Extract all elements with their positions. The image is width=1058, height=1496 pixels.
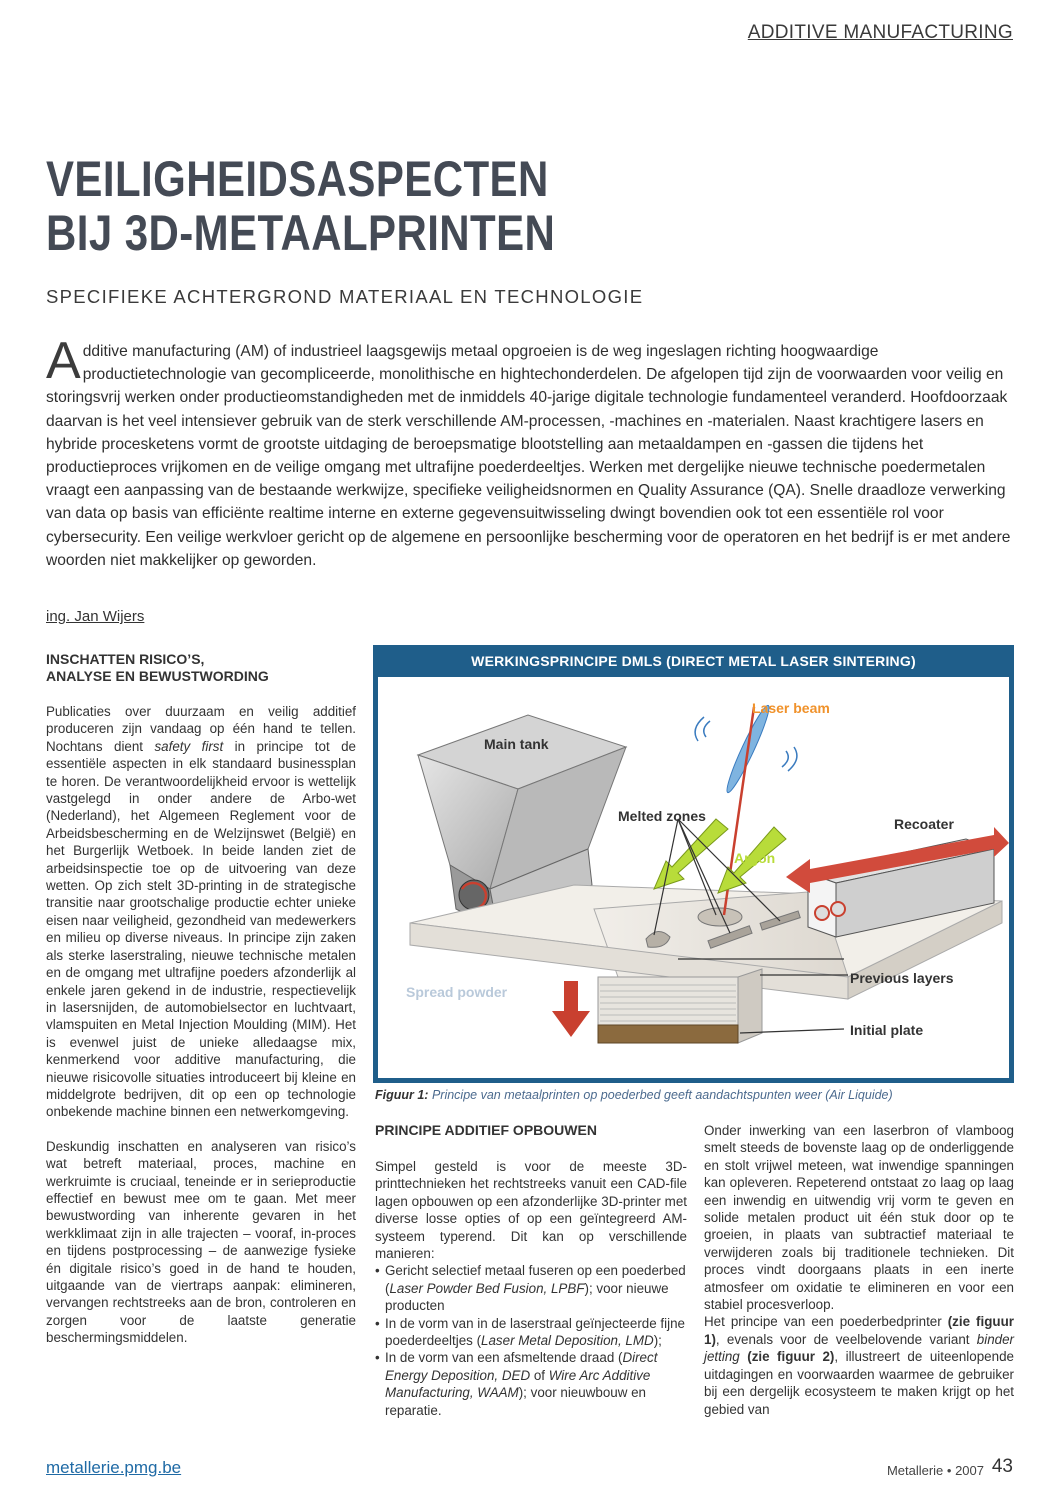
risks-paragraph-1 <box>46 703 356 1121</box>
method-list <box>375 1262 687 1419</box>
list-item <box>375 1349 687 1419</box>
page-number: 43 <box>991 1456 1013 1477</box>
text-run: in principe tot de essentiële aspecten in elk standaard businessplan te horen. De verantwoordelijkheid ervoor is wettelijk vastgelegd in onder andere de Arbo-wet (Nederland), het Algemeen Reglement voor de Arbeidsbescherming en de Welzijnswet (België) en het Burgerlijk Wetboek. In beide landen ziet de arbeidsinspectie toe op de uitvoering van deze wetten. Op zich stelt 3D-printing in de strategische transitie naar grootschalige productie echter unieke eisen naar veiligheid, gezondheid van medewerkers en milieu op diverse niveaus. In principe zijn zaken als sterke laserstraling, nieuwe technische metalen en de omgang met ultrafijne poeders afzonderlijk al enkele jaren gekend in de industrie, respectievelijk in lasersnijden, de automobielsector en luchtvaart, vlamspuiten en Metal Injection Moulding (MIM). Het is evenwel juist de unieke alledaagse mix, kenmerkend voor additive manufacturing, die nieuwe risicovolle situaties introduceert bij kleine en middelgrote bedrijven, dit op een op technologie onbekende machine binnen een netwerkomgeving. <box>46 738 356 1120</box>
initial-plate <box>598 1025 738 1043</box>
text-run: Gericht selectief metaal fuseren op een poederbed ( <box>385 1263 686 1296</box>
column-right <box>704 1122 1014 1418</box>
text-run: ); voor nieuwbouw en reparatie. <box>385 1385 647 1418</box>
text-run: In de vorm van een afsmeltende draad ( <box>385 1350 623 1366</box>
process-paragraph-1: Onder inwerking van een laserbron of vlamboog smelt steeds de bovenste laag op de onderliggende en stolt vrijwel meteen, wat inwendige spanningen kan opleveren. Repeterend ontstaat zo laag op laag een inwendig en uitwendig vrij vorm te geven en solide metalen product uit één stuk door op te groeien, in plaats van subtractief materiaal te verwijderen zoals bij traditionele technieken. Dit proces vindt doorgaans plaats in een inerte atmosfeer om oxidatie te elimineren en voor een stabiel procesverloop. <box>704 1123 1014 1313</box>
figure-dmls <box>373 645 1014 1083</box>
emphasis: Laser Metal Deposition, LMD <box>481 1333 654 1349</box>
text-run: of <box>530 1367 549 1383</box>
down-arrow-icon <box>552 981 590 1037</box>
list-item <box>375 1262 687 1314</box>
figure-caption <box>375 1088 1015 1102</box>
article-subtitle: SPECIFIEKE ACHTERGROND MATERIAAL EN TECHNOLOGIE <box>46 286 644 307</box>
text-run: Het principe van een poederbedprinter <box>704 1314 948 1330</box>
drop-cap: A <box>46 332 81 390</box>
label-initial-plate: Initial plate <box>850 1022 924 1038</box>
label-laser-beam: Laser beam <box>752 700 830 716</box>
previous-layers-block <box>598 969 762 1043</box>
footer-magazine: Metallerie • 2007 <box>886 1463 984 1478</box>
section-heading-principle: PRINCIPE ADDITIEF OPBOUWEN <box>375 1122 597 1138</box>
text-run: Publicaties over duurzaam en veilig additief produceren zijn vandaag op één hand te tellen. Nochtans dient <box>46 704 356 754</box>
label-recoater: Recoater <box>894 816 954 832</box>
author-byline[interactable]: ing. Jan Wijers <box>46 608 145 625</box>
text-run: ); <box>653 1333 662 1349</box>
text-run: , illustreert de uiteenlopende uitdagingen en voorwaarden waarmee de gebruiker bij een dergelijk ecosysteem te maken krijgt op het gebied van <box>704 1349 1014 1417</box>
text-run: ); voor nieuwe producten <box>385 1280 669 1314</box>
column-left <box>46 651 356 1347</box>
footer-website-link[interactable]: metallerie.pmg.be <box>46 1458 182 1477</box>
section-tag[interactable]: ADDITIVE MANUFACTURING <box>747 22 1013 43</box>
label-previous-layers: Previous layers <box>850 970 954 986</box>
figure-reference: (zie figuur 1) <box>704 1314 1014 1347</box>
emphasis: binder jetting <box>704 1331 1014 1365</box>
principle-body <box>375 1158 687 1419</box>
label-argon: Argon <box>734 850 776 866</box>
heading-line-2: ANALYSE EN BEWUSTWORDING <box>46 668 269 684</box>
principle-intro: Simpel gesteld is voor de meeste 3D-printtechnieken het rechtstreeks vanuit een CAD-file lagen opbouwen op een afzonderlijke 3D-printer met diverse losse opties of op een geïntegreerd AM-systeem typerend. Dit kan op verschillende manieren: <box>375 1159 687 1262</box>
risks-body <box>46 703 356 1347</box>
intro-text: dditive manufacturing (AM) of industrieel laagsgewijs metaal opgroeien is de weg ingeslagen richting hoogwaardige productietechnologie van gecompliceerde, monolithische en hightechonderdelen. De afgelopen tijd zijn de voorwaarden voor veilig en storingsvrij werken onder productieomstandigheden met de inmiddels 40-jarige digitale technologie fundamenteel veranderd. Hoofdoorzaak daarvan is het veel intensiever gebruik van de sterk verschillende AM-processen, -machines en -materialen. Naast krachtigere lasers en hybride procesketens vormt de grootste uitdaging de beroepsmatige blootstelling aan metaaldampen en -gassen die tijdens het productieproces vrijkomen en de veilige omgang met ultrafijne poederdeeltjes. Werken met dergelijke nieuwe technische poedermetalen vraagt een aanpassing van de bestaande werkwijze, specifieke veiligheidsnormen en Quality Assurance (QA). Snelle draadloze verwerking van data op basis van efficiënte realtime interne en externe gegevensuitwisseling dwingt bovendien ook tot een essentiële rol voor cybersecurity. Een veilige werkvloer gericht op de algemene en persoonlijke bescherming voor de operatoren en het bedrijf is er met andere woorden niet makkelijker op geworden. <box>46 343 1011 569</box>
column-middle <box>375 1122 687 1419</box>
caption-label: Figuur 1: <box>375 1088 429 1102</box>
list-item <box>375 1315 687 1350</box>
emphasis: Laser Powder Bed Fusion, LPBF <box>389 1280 585 1296</box>
risks-paragraph-2: Deskundig inschatten en analyseren van risico’s wat betreft materiaal, proces, machine en werkruimte is cruciaal, teneinde er in serieproductie effectief en bewust mee om te gaan. Met meer bewustwording van inherente gevaren in het werkklimaat zijn in alle trajecten – vooraf, in-proces en tijdens postprocessing – de aanwezige fysieke én digitale risico’s goed in de hand te houden, uitgaande van de viertraps aanpak: elimineren, vervangen rechtstreeks aan de bron, controleren en zorgen voor de laatste generatie beschermingsmiddelen. <box>46 1138 356 1346</box>
emphasis: safety first <box>154 738 224 754</box>
title-line-1: VEILIGHEIDSASPECTEN <box>46 151 549 207</box>
dmls-diagram <box>378 677 1009 1078</box>
heading-line-1: INSCHATTEN RISICO’S, <box>46 651 205 667</box>
caption-text: Principe van metaalprinten op poederbed geeft aandachtspunten weer (Air Liquide) <box>428 1088 893 1102</box>
text-run: , evenals voor de veelbelovende variant <box>715 1331 977 1347</box>
label-main-tank: Main tank <box>484 736 549 752</box>
article-title <box>46 152 555 260</box>
emphasis: Wire Arc Additive Manufacturing, WAAM <box>385 1367 651 1401</box>
figure-illustration <box>378 677 1009 1078</box>
figure-reference: (zie figuur 2) <box>747 1349 835 1365</box>
label-spread-powder: Spread powder <box>406 984 508 1000</box>
process-body <box>704 1122 1014 1418</box>
emphasis: Direct Energy Deposition, DED <box>385 1350 658 1383</box>
recoater-roller-icon <box>831 902 845 916</box>
process-paragraph-2 <box>704 1313 1014 1417</box>
title-line-2: BIJ 3D-METAALPRINTEN <box>46 205 556 261</box>
label-melted-zones: Melted zones <box>618 808 706 824</box>
recoater-roller-icon <box>815 906 829 920</box>
text-run: In de vorm van in de laserstraal geïnjecteerde fijne poederdeeltjes ( <box>385 1315 685 1349</box>
intro-paragraph <box>46 332 1014 572</box>
section-heading-risks <box>46 651 356 685</box>
figure-title: WERKINGSPRINCIPE DMLS (DIRECT METAL LASER SINTERING) <box>471 653 916 669</box>
